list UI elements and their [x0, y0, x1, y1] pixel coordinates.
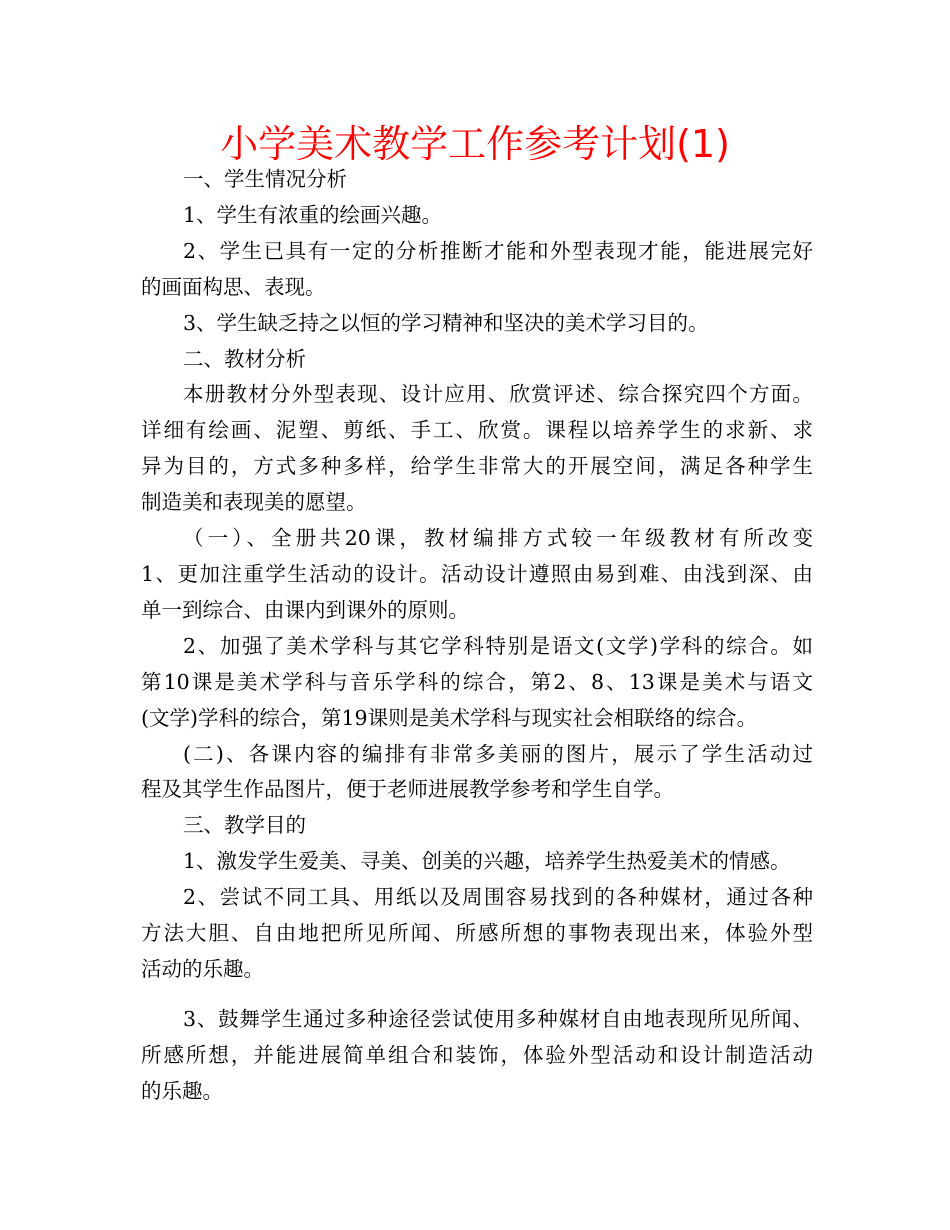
text-line: 单一到综合、由课内到课外的原则。	[141, 597, 469, 622]
text-line: 1、激发学生爱美、寻美、创美的兴趣，培养学生热爱美术的情感。	[183, 849, 791, 874]
text-line: (文学)学科的综合，第19课则是美术学科与现实社会相联络的综合。	[141, 705, 758, 730]
text-line: 3、学生缺乏持之以恒的学习精神和坚决的美术学习目的。	[183, 310, 709, 335]
text-line: 方法大胆、自由地把所见所闻、所感所想的事物表现出来，体验外型	[141, 921, 813, 946]
text-line: （一）、全册共20课，教材编排方式较一年级教材有所改变	[183, 526, 813, 551]
text-line: 制造美和表现美的愿望。	[141, 490, 367, 515]
blank-line	[141, 988, 813, 1002]
text-line: 3、鼓舞学生通过多种途径尝试使用多种媒材自由地表现所见所闻、	[183, 1006, 813, 1031]
text-line: 程及其学生作品图片，便于老师进展教学参考和学生自学。	[141, 777, 674, 802]
text-line: 的画面构思、表现。	[141, 274, 326, 299]
document-body	[141, 162, 813, 1110]
text-line: 二、教材分析	[183, 346, 306, 371]
text-line: 异为目的，方式多种多样，给学生非常大的开展空间，满足各种学生	[141, 454, 813, 479]
document-title: 小学美术教学工作参考计划(1)	[220, 122, 730, 166]
text-line: 2、学生已具有一定的分析推断才能和外型表现才能，能进展完好	[183, 238, 813, 263]
text-line: 2、尝试不同工具、用纸以及周围容易找到的各种媒材，通过各种	[183, 885, 813, 910]
text-line: (二)、各课内容的编排有非常多美丽的图片，展示了学生活动过	[183, 741, 813, 766]
text-line: 1、更加注重学生活动的设计。活动设计遵照由易到难、由浅到深、由	[141, 561, 813, 586]
text-line: 所感所想，并能进展简单组合和装饰，体验外型活动和设计制造活动	[141, 1042, 813, 1067]
text-line: 三、教学目的	[183, 813, 306, 838]
text-line: 活动的乐趣。	[141, 956, 264, 981]
text-line: 第10课是美术学科与音乐学科的综合，第2、8、13课是美术与语文	[141, 669, 813, 694]
text-line: 2、加强了美术学科与其它学科特别是语文(文学)学科的综合。如	[183, 633, 813, 658]
text-line: 详细有绘画、泥塑、剪纸、手工、欣赏。课程以培养学生的求新、求	[141, 418, 813, 443]
text-line: 1、学生有浓重的绘画兴趣。	[183, 202, 443, 227]
text-line: 本册教材分外型表现、设计应用、欣赏评述、综合探究四个方面。	[183, 382, 813, 407]
text-line: 的乐趣。	[141, 1078, 223, 1103]
text-line: 一、学生情况分析	[183, 167, 347, 191]
